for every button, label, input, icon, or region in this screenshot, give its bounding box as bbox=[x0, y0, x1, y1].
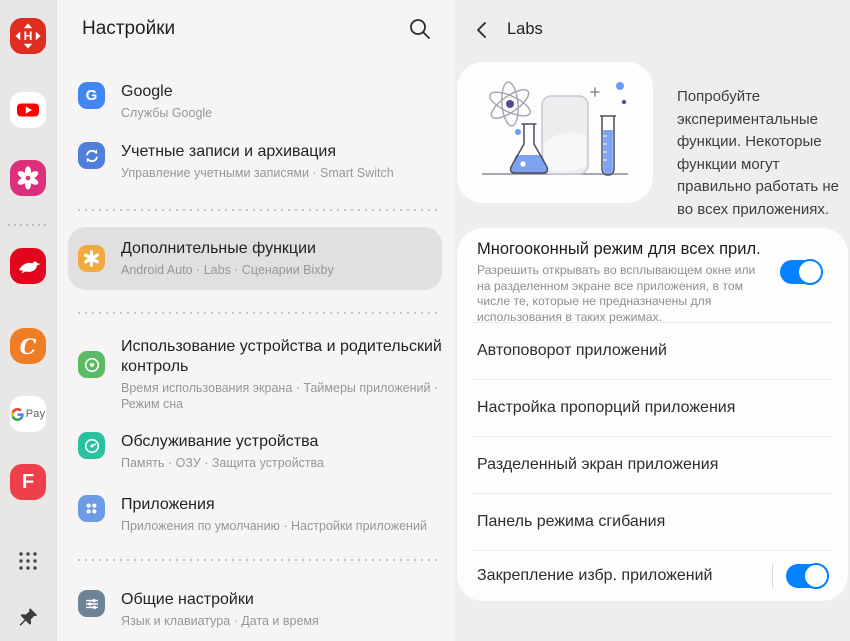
taskbar-app-gpay[interactable] bbox=[10, 396, 46, 432]
item-subtitle: Время использования экрана · Таймеры приложений · Режим сна bbox=[121, 381, 439, 411]
item-title: Дополнительные функции bbox=[121, 240, 316, 257]
settings-item-google[interactable] bbox=[78, 82, 443, 121]
sliders-icon bbox=[78, 590, 105, 617]
row-title: Многооконный режим для всех прил. bbox=[477, 240, 761, 258]
hoff-app-icon bbox=[10, 18, 46, 54]
labs-row-flex-mode-panel[interactable] bbox=[472, 493, 833, 550]
citilink-icon bbox=[10, 328, 46, 364]
taskbar-app-gallery[interactable] bbox=[10, 160, 46, 196]
youtube-icon bbox=[10, 92, 46, 128]
device-care-gauge-icon bbox=[78, 432, 105, 459]
dotted-divider bbox=[78, 312, 438, 314]
settings-item-general-management[interactable] bbox=[78, 590, 443, 629]
dotted-divider bbox=[78, 209, 438, 211]
labs-settings-card bbox=[457, 228, 848, 601]
settings-item-advanced-features-selected[interactable] bbox=[68, 227, 442, 290]
search-icon bbox=[408, 17, 432, 41]
labs-row-aspect-ratio[interactable] bbox=[472, 379, 833, 436]
item-subtitle: Службы Google bbox=[121, 106, 213, 120]
dotted-divider bbox=[78, 559, 438, 561]
row-title: Панель режима сгибания bbox=[477, 513, 666, 530]
back-button[interactable] bbox=[469, 17, 497, 45]
app-drawer-button[interactable] bbox=[17, 550, 39, 577]
row-description: Разрешить открывать во всплывающем окне или на разделенном экране все приложения, в том числе те, которые не предназначены для использования в таких режимах. bbox=[477, 263, 756, 324]
settings-page-title: Настройки bbox=[82, 18, 176, 39]
item-title: Общие настройки bbox=[121, 591, 254, 608]
google-icon: G bbox=[78, 82, 105, 109]
settings-item-device-care[interactable] bbox=[78, 432, 443, 471]
taskbar-app-f[interactable] bbox=[10, 464, 46, 500]
labs-row-app-rotation[interactable] bbox=[472, 322, 833, 379]
auchan-bird-icon bbox=[10, 248, 46, 284]
settings-item-accounts-backup[interactable] bbox=[78, 142, 443, 181]
item-subtitle: Управление учетными записями · Smart Switch bbox=[121, 166, 394, 180]
item-title: Приложения bbox=[121, 496, 215, 513]
labs-row-multi-window[interactable] bbox=[457, 228, 848, 322]
row-title: Закрепление избр. приложений bbox=[477, 567, 713, 584]
pin-favorite-apps-toggle[interactable] bbox=[786, 564, 828, 588]
apps-dots-icon bbox=[78, 495, 105, 522]
labs-row-split-screen[interactable] bbox=[472, 436, 833, 493]
item-title: Учетные записи и архивация bbox=[121, 143, 337, 160]
labs-illustration-card bbox=[457, 62, 653, 203]
taskbar-app-hoff[interactable] bbox=[10, 18, 46, 54]
edge-taskbar bbox=[0, 0, 57, 641]
app-grid-icon bbox=[17, 550, 39, 572]
item-subtitle: Android Auto · Labs · Сценарии Bixby bbox=[121, 263, 334, 277]
multi-window-toggle[interactable] bbox=[780, 260, 822, 284]
advanced-features-icon bbox=[78, 245, 105, 272]
pin-taskbar-button[interactable] bbox=[17, 606, 40, 634]
row-title: Разделенный экран приложения bbox=[477, 456, 719, 473]
gpay-label: Pay bbox=[25, 407, 46, 420]
item-subtitle: Приложения по умолчанию · Настройки приложений bbox=[121, 519, 427, 533]
wellbeing-heart-icon bbox=[78, 351, 105, 378]
labs-row-pin-favorite-apps[interactable] bbox=[472, 550, 833, 601]
sync-arrows-icon bbox=[78, 142, 105, 169]
item-title: Google bbox=[121, 83, 173, 100]
citilink-letter: C bbox=[19, 333, 37, 359]
taskbar-app-citilink[interactable] bbox=[10, 328, 46, 364]
labs-page-title: Labs bbox=[507, 20, 543, 38]
f-letter: F bbox=[21, 471, 35, 493]
hoff-letter: H bbox=[23, 29, 33, 44]
labs-panel bbox=[455, 0, 850, 641]
google-pay-icon bbox=[10, 396, 46, 432]
item-subtitle: Язык и клавиатура · Дата и время bbox=[121, 614, 319, 628]
chevron-left-icon bbox=[471, 18, 495, 42]
item-title: Обслуживание устройства bbox=[121, 433, 319, 450]
pushpin-icon bbox=[17, 606, 40, 629]
taskbar-separator bbox=[8, 224, 49, 226]
settings-item-apps[interactable] bbox=[78, 495, 443, 534]
lab-experiment-illustration bbox=[474, 74, 636, 192]
row-title: Настройка пропорций приложения bbox=[477, 399, 736, 416]
f-app-icon bbox=[10, 464, 46, 500]
row-title: Автоповорот приложений bbox=[477, 342, 667, 359]
taskbar-app-auchan[interactable] bbox=[10, 248, 46, 284]
item-subtitle: Память · ОЗУ · Защита устройства bbox=[121, 456, 325, 470]
settings-panel bbox=[57, 0, 455, 641]
taskbar-app-youtube[interactable] bbox=[10, 92, 46, 128]
google-g-icon bbox=[11, 408, 24, 421]
settings-item-digital-wellbeing[interactable] bbox=[78, 337, 443, 412]
gallery-flower-icon bbox=[10, 160, 46, 196]
search-button[interactable] bbox=[407, 17, 433, 43]
item-title: Использование устройства и родительский контроль bbox=[121, 338, 442, 375]
labs-intro-text: Попробуйте экспериментальные функции. Некоторые функции могут правильно работать не во всех приложениях. bbox=[677, 88, 839, 218]
row-vertical-divider bbox=[772, 563, 773, 589]
